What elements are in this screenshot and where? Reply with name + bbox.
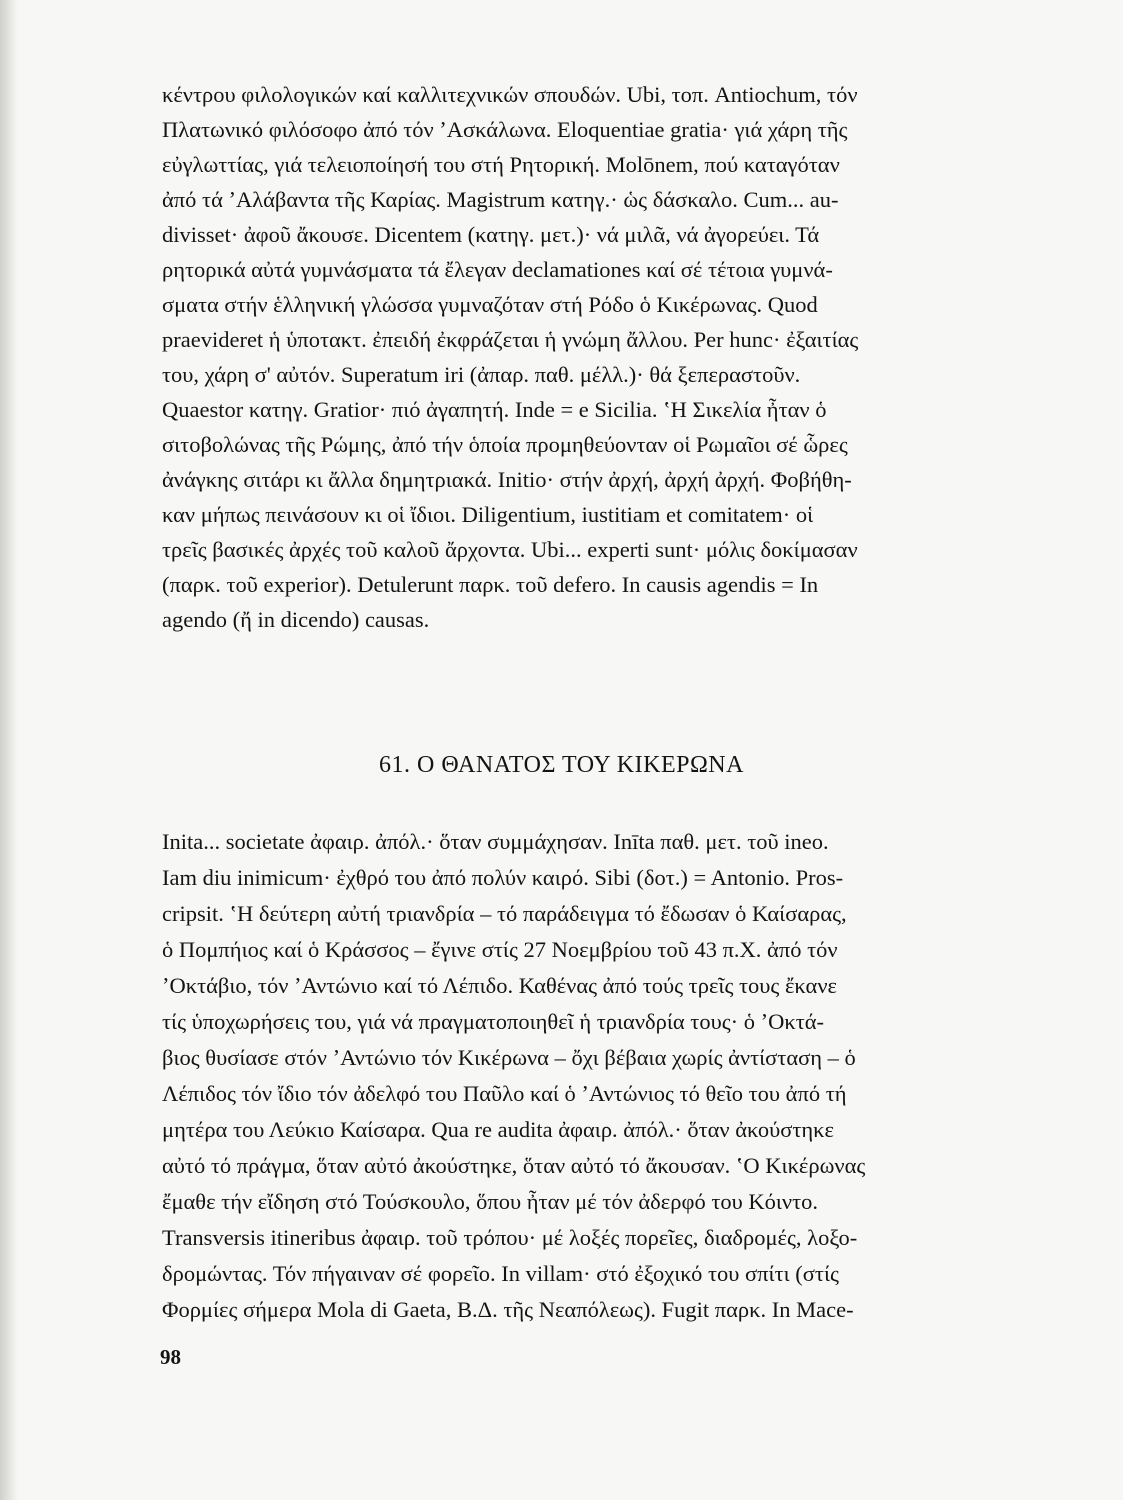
text-line: τρεῖς βασικές ἀρχές τοῦ καλοῦ ἄρχοντα. Ubi... experti sunt· μόλις δοκίμασαν (162, 537, 858, 562)
text-line: σματα στήν ἑλληνική γλώσσα γυμναζόταν στή Ρόδο ὁ Κικέρωνας. Quod (162, 292, 818, 317)
text-line: Λέπιδος τόν ἴδιο τόν ἀδελφό του Παῦλο καί ὁ ʼΑντώνιος τό θεῖο του ἀπό τή (162, 1081, 847, 1106)
text-line: Φορμίες σήμερα Mola di Gaeta, Β.Δ. τῆς Νεαπόλεως). Fugit παρκ. In Mace- (162, 1297, 854, 1322)
text-line: βιος θυσίασε στόν ʼΑντώνιο τόν Κικέρωνα – ὄχι βέβαια χωρίς ἀντίσταση – ὁ (162, 1045, 856, 1070)
text-line: τίς ὑποχωρήσεις του, γιά νά πραγματοποιηθεῖ ἡ τριανδρία τους· ὁ ʼΟκτά- (162, 1009, 825, 1034)
text-line: αὐτό τό πράγμα, ὅταν αὐτό ἀκούστηκε, ὅταν αὐτό τό ἄκουσαν. ʽΟ Κικέρωνας (162, 1153, 866, 1178)
text-line: divisset· ἀφοῦ ἄκουσε. Dicentem (κατηγ. μετ.)· νά μιλᾶ, νά ἀγορεύει. Τά (162, 222, 820, 247)
text-line: ρητορικά αὐτά γυμνάσματα τά ἔλεγαν declamationes καί σέ τέτοια γυμνά- (162, 257, 833, 282)
text-line: ʼΟκτάβιο, τόν ʼΑντώνιο καί τό Λέπιδο. Καθένας ἀπό τούς τρεῖς τους ἔκανε (162, 973, 837, 998)
text-line: (παρκ. τοῦ experior). Detulerunt παρκ. τοῦ defero. In causis agendis = In (162, 572, 819, 597)
text-line: δρομώντας. Τόν πήγαιναν σέ φορεῖο. In villam· στό ἐξοχικό του σπίτι (στίς (162, 1261, 839, 1286)
text-line: ὁ Πομπήιος καί ὁ Κράσσος – ἔγινε στίς 27 Νοεμβρίου τοῦ 43 π.Χ. ἀπό τόν (162, 937, 838, 962)
text-line: ἔμαθε τήν εἴδηση στό Τούσκουλο, ὅπου ἦταν μέ τόν ἀδερφό του Κόιντο. (162, 1189, 819, 1214)
text-line: Πλατωνικό φιλόσοφο ἀπό τόν ʼΑσκάλωνα. Eloquentiae gratia· γιά χάρη τῆς (162, 117, 848, 142)
text-line: μητέρα του Λεύκιο Καίσαρα. Qua re audita ἀφαιρ. ἀπόλ.· ὅταν ἀκούστηκε (162, 1117, 834, 1142)
text-line: praevideret ἡ ὑποτακτ. ἐπειδή ἐκφράζεται ἡ γνώμη ἄλλου. Per hunc· ἐξαιτίας (162, 327, 859, 352)
text-line: εὐγλωττίας, γιά τελειοποίησή του στή Ρητορική. Molōnem, πού καταγόταν (162, 152, 840, 177)
page-number: 98 (160, 1345, 181, 1369)
text-line: Inita... societate ἀφαιρ. ἀπόλ.· ὅταν συμμάχησαν. Inīta παθ. μετ. τοῦ ineo. (162, 829, 829, 854)
text-line: κέντρου φιλολογικών καί καλλιτεχνικών σπουδών. Ubi, τοπ. Antiochum, τόν (162, 82, 858, 107)
text-line: Iam diu inimicum· ἐχθρό του ἀπό πολύν καιρό. Sibi (δοτ.) = Antonio. Pros- (162, 865, 844, 890)
text-line: Transversis itineribus ἀφαιρ. τοῦ τρόπου· μέ λοξές πορεῖες, διαδρομές, λοξο- (162, 1225, 858, 1250)
text-line: cripsit. ʽΗ δεύτερη αὐτή τριανδρία – τό παράδειγμα τό ἔδωσαν ὁ Καίσαρας, (162, 901, 847, 926)
text-line: ἀνάγκης σιτάρι κι ἄλλα δημητριακά. Initio· στήν ἀρχή, ἀρχή ἀρχή. Φοβήθη- (162, 467, 852, 492)
section-heading: 61. Ο ΘΑΝΑΤΟΣ ΤΟΥ ΚΙΚΕΡΩΝΑ (379, 752, 744, 778)
text-line: ἀπό τά ʼΑλάβαντα τῆς Καρίας. Magistrum κατηγ.· ὡς δάσκαλο. Cum... au- (162, 187, 839, 212)
text-line: καν μήπως πεινάσουν κι οἱ ἴδιοι. Diligentium, iustitiam et comitatem· οἱ (162, 502, 814, 527)
text-line: του, χάρη σ' αὐτόν. Superatum iri (ἀπαρ. παθ. μέλλ.)· θά ξεπεραστοῦν. (162, 362, 801, 387)
text-line: agendo (ἤ in dicendo) causas. (162, 607, 430, 632)
text-line: σιτοβολώνας τῆς Ρώμης, ἀπό τήν ὁποία προμηθεύονταν οἱ Ρωμαῖοι σέ ὧρες (162, 432, 848, 457)
text-line: Quaestor κατηγ. Gratior· πιό ἀγαπητή. Inde = e Sicilia. ʽΗ Σικελία ἦταν ὁ (162, 397, 827, 422)
